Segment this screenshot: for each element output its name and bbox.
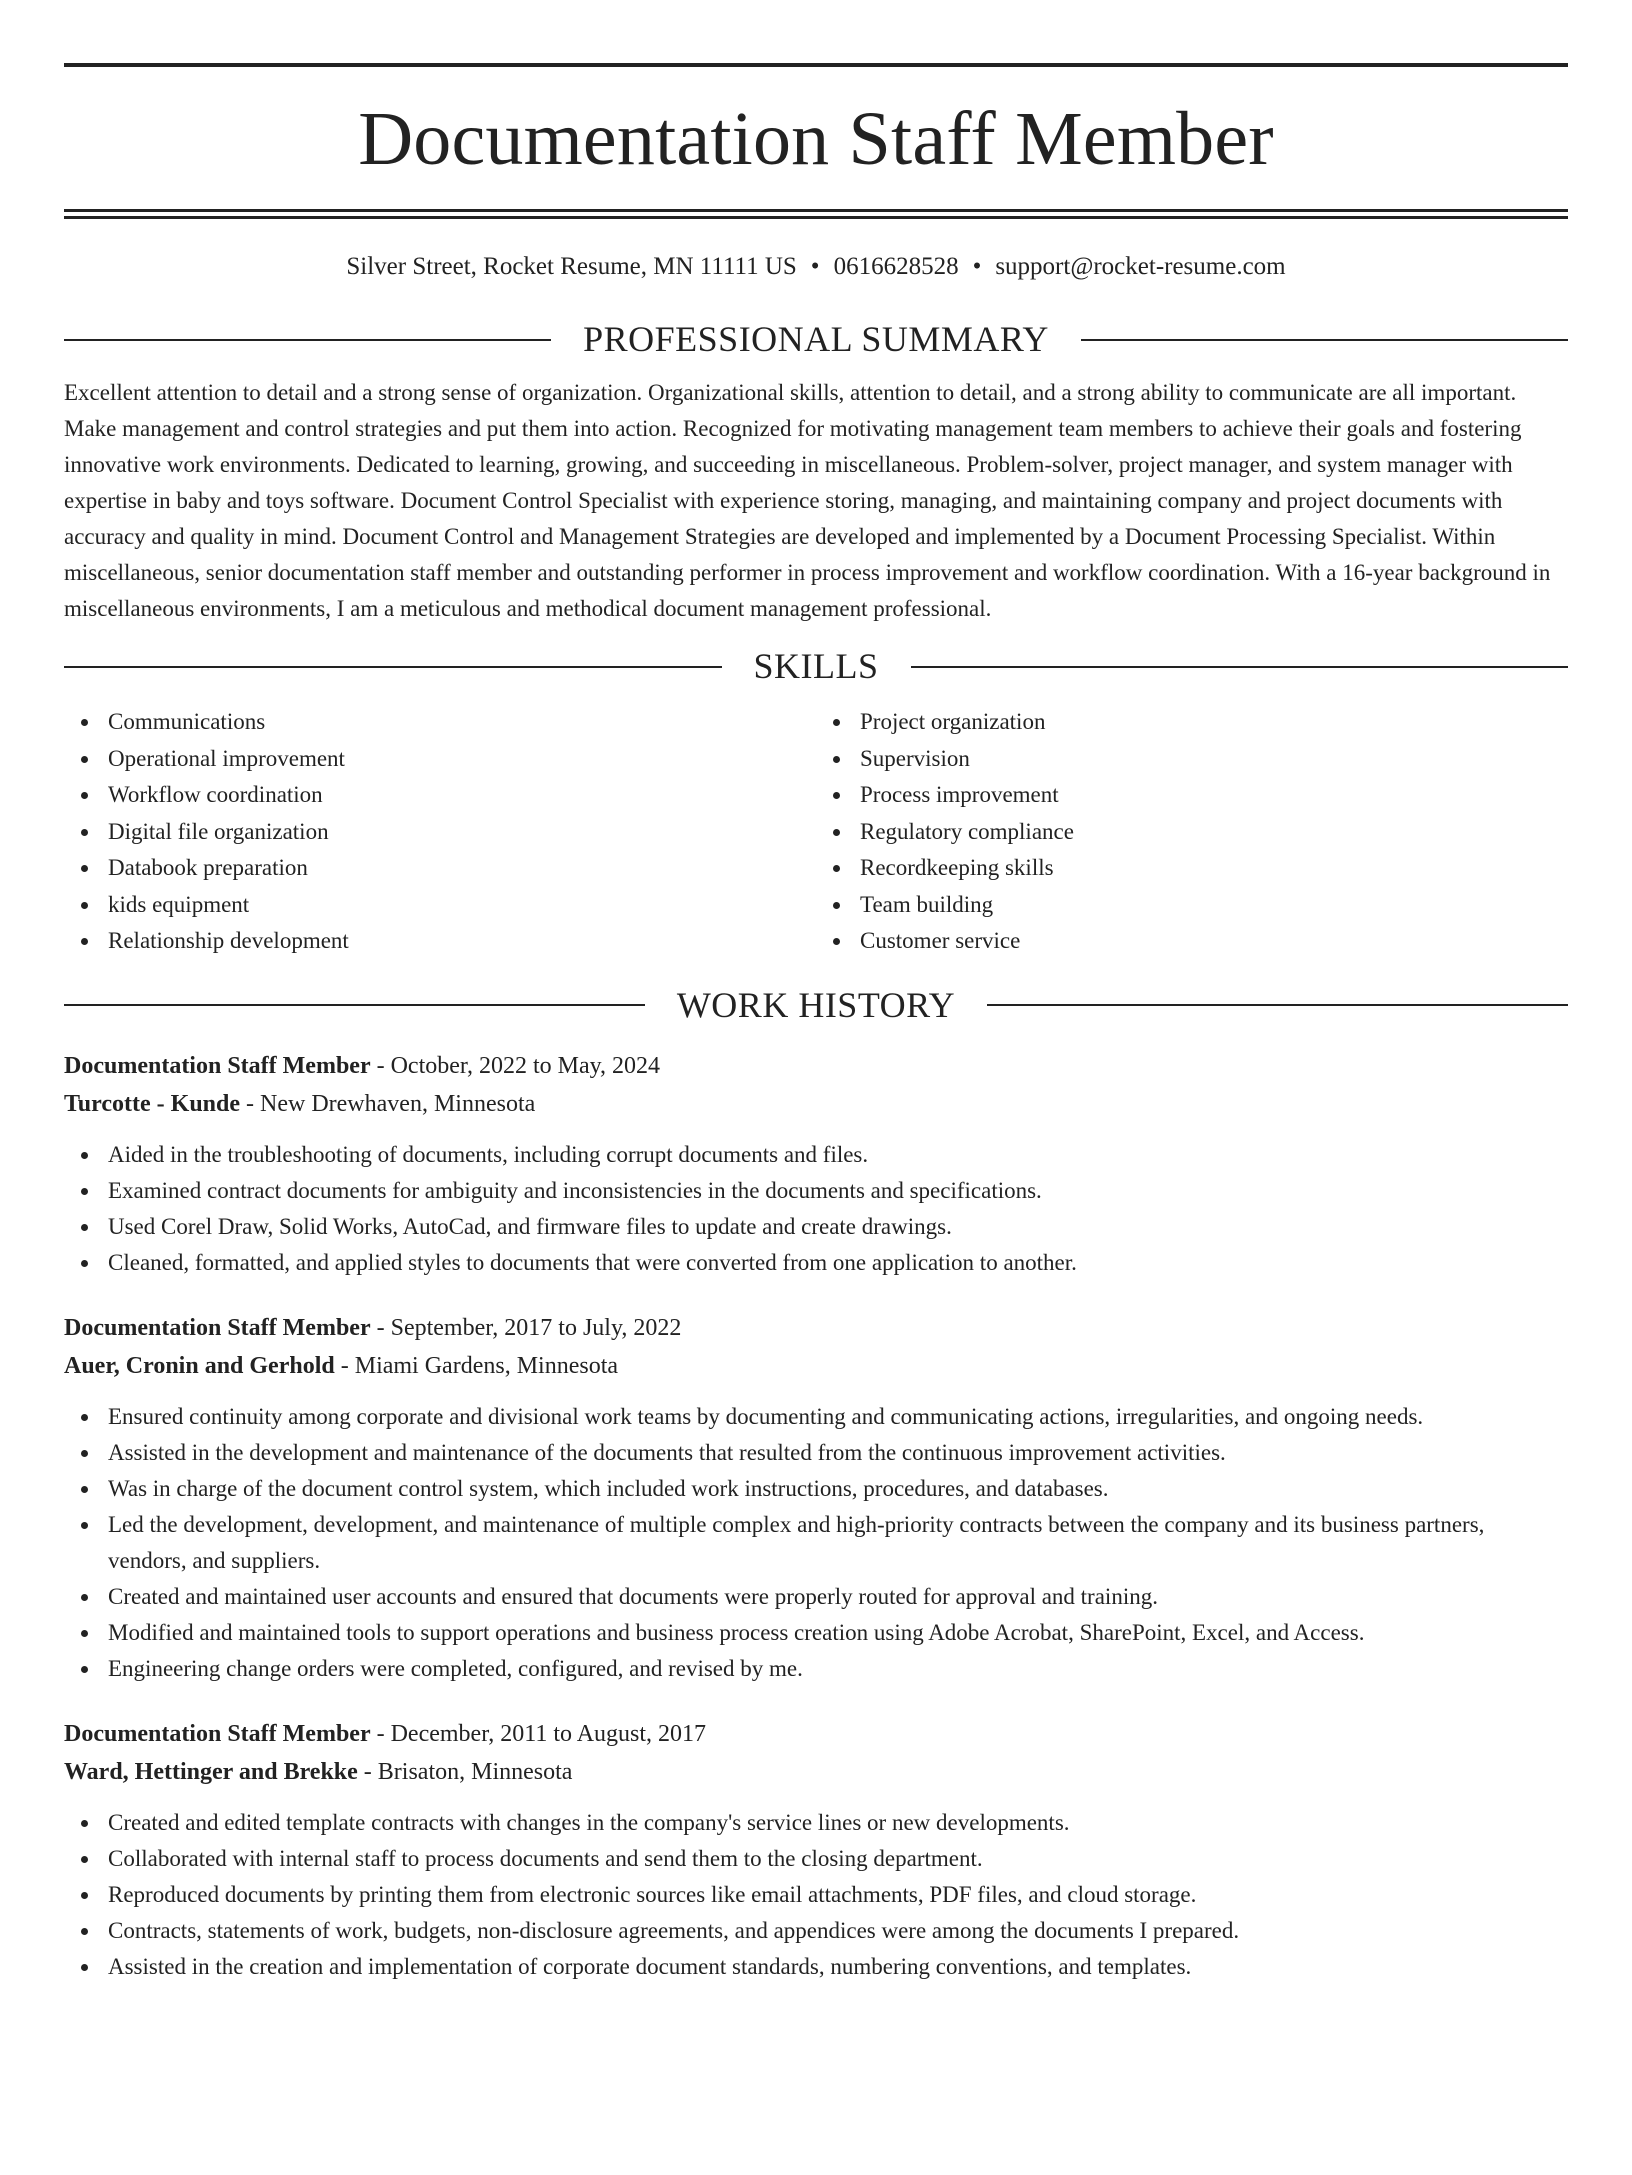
section-title: PROFESSIONAL SUMMARY xyxy=(583,319,1049,359)
job-title-line xyxy=(64,1047,1568,1085)
job-location: - Brisaton, Minnesota xyxy=(357,1759,573,1786)
job-location: - New Drewhaven, Minnesota xyxy=(240,1091,536,1118)
heading-rule xyxy=(987,1004,1568,1006)
job-bullet: Ensured continuity among corporate and divisional work teams by documenting and communicating actions, irregularities, and ongoing needs. xyxy=(108,1399,1568,1435)
job-bullet: Collaborated with internal staff to process documents and send them to the closing department. xyxy=(108,1841,1568,1877)
skills-column-right xyxy=(816,704,1568,960)
job-bullet: Modified and maintained tools to support operations and business process creation using Adobe Acrobat, SharePoint, Excel, and Access. xyxy=(108,1615,1568,1651)
heading-rule xyxy=(64,666,722,668)
job-company-line xyxy=(64,1753,1568,1791)
skill-item: Databook preparation xyxy=(108,850,816,887)
job-entry xyxy=(64,1309,1568,1687)
job-title: Documentation Staff Member xyxy=(64,1721,371,1748)
skill-item: Workflow coordination xyxy=(108,777,816,814)
job-bullet: Created and edited template contracts with changes in the company's service lines or new developments. xyxy=(108,1805,1568,1841)
skills-column-left xyxy=(64,704,816,960)
heading-rule xyxy=(64,1004,645,1006)
job-company: Ward, Hettinger and Brekke xyxy=(64,1759,358,1786)
contact-address: Silver Street, Rocket Resume, MN 11111 US xyxy=(346,253,797,280)
section-heading-skills xyxy=(64,645,1568,688)
heading-rule xyxy=(911,666,1569,668)
section-title: SKILLS xyxy=(753,646,879,687)
top-rule xyxy=(64,63,1568,67)
job-entry xyxy=(64,1715,1568,1985)
job-bullets xyxy=(64,1805,1568,1985)
job-title: Documentation Staff Member xyxy=(64,1315,371,1342)
job-bullet: Aided in the troubleshooting of documents, including corrupt documents and files. xyxy=(108,1137,1568,1173)
job-title-line xyxy=(64,1715,1568,1753)
job-company-line xyxy=(64,1347,1568,1385)
contact-phone: 0616628528 xyxy=(833,253,959,280)
candidate-name: Documentation Staff Member xyxy=(358,97,1274,181)
skill-item: Supervision xyxy=(860,741,1568,778)
job-company: Auer, Cronin and Gerhold xyxy=(64,1353,335,1380)
job-company-line xyxy=(64,1085,1568,1123)
skill-item: Customer service xyxy=(860,923,1568,960)
skill-item: Recordkeeping skills xyxy=(860,850,1568,887)
job-location: - Miami Gardens, Minnesota xyxy=(334,1353,619,1380)
heading-rule xyxy=(64,339,551,341)
skill-item: kids equipment xyxy=(108,887,816,924)
heading-rule xyxy=(1081,339,1568,341)
job-dates: - December, 2011 to August, 2017 xyxy=(370,1721,707,1748)
job-bullet: Created and maintained user accounts and ensured that documents were properly routed for approval and training. xyxy=(108,1579,1568,1615)
job-bullet: Engineering change orders were completed, configured, and revised by me. xyxy=(108,1651,1568,1687)
job-bullet: Assisted in the development and maintenance of the documents that resulted from the continuous improvement activities. xyxy=(108,1435,1568,1471)
job-dates: - September, 2017 to July, 2022 xyxy=(370,1315,682,1342)
skill-item: Project organization xyxy=(860,704,1568,741)
summary-text: Excellent attention to detail and a strong sense of organization. Organizational skills, attention to detail, and a strong ability to communicate are all important. Make management and control strategies and put them into action. Recognized for motivating management team members to achieve their goals and fostering innovative work environments. Dedicated to learning, growing, and succeeding in miscellaneous. Problem-solver, project manager, and system manager with expertise in baby and toys software. Document Control Specialist with experience storing, managing, and maintaining company and project documents with accuracy and quality in mind. Document Control and Management Strategies are developed and implemented by a Document Processing Specialist. Within miscellaneous, senior documentation staff member and outstanding performer in process improvement and workflow coordination. With a 16-year background in miscellaneous environments, I am a meticulous and methodical document management professional. xyxy=(64,380,1551,622)
job-bullet: Examined contract documents for ambiguity and inconsistencies in the documents and specifications. xyxy=(108,1173,1568,1209)
job-title-line xyxy=(64,1309,1568,1347)
contact-line xyxy=(64,252,1568,282)
section-title: WORK HISTORY xyxy=(676,984,956,1025)
job-bullet: Assisted in the creation and implementation of corporate document standards, numbering conventions, and templates. xyxy=(108,1949,1568,1985)
job-dates: - October, 2022 to May, 2024 xyxy=(370,1053,661,1080)
section-heading-work xyxy=(64,984,1568,1027)
skills-list xyxy=(64,704,1568,960)
job-bullets xyxy=(64,1137,1568,1281)
contact-email: support@rocket-resume.com xyxy=(995,253,1286,280)
job-bullet: Was in charge of the document control system, which included work instructions, procedures, and databases. xyxy=(108,1471,1568,1507)
skill-item: Regulatory compliance xyxy=(860,814,1568,851)
job-title: Documentation Staff Member xyxy=(64,1053,371,1080)
job-bullet: Cleaned, formatted, and applied styles to documents that were converted from one application to another. xyxy=(108,1245,1568,1281)
job-bullet: Used Corel Draw, Solid Works, AutoCad, and firmware files to update and create drawings. xyxy=(108,1209,1568,1245)
skill-item: Digital file organization xyxy=(108,814,816,851)
double-rule xyxy=(64,209,1568,219)
skill-item: Team building xyxy=(860,887,1568,924)
job-bullet: Contracts, statements of work, budgets, non-disclosure agreements, and appendices were among the documents I prepared. xyxy=(108,1913,1568,1949)
job-bullet: Led the development, development, and maintenance of multiple complex and high-priority contracts between the company and its business partners, vendors, and suppliers. xyxy=(108,1507,1568,1579)
section-heading-summary xyxy=(64,318,1568,361)
skill-item: Communications xyxy=(108,704,816,741)
job-bullet: Reproduced documents by printing them from electronic sources like email attachments, PDF files, and cloud storage. xyxy=(108,1877,1568,1913)
resume-page xyxy=(0,63,1632,2175)
contact-separator: • xyxy=(810,253,820,280)
job-company: Turcotte - Kunde xyxy=(64,1091,241,1118)
job-entry xyxy=(64,1047,1568,1281)
skill-item: Process improvement xyxy=(860,777,1568,814)
contact-separator: • xyxy=(972,253,982,280)
skill-item: Relationship development xyxy=(108,923,816,960)
skill-item: Operational improvement xyxy=(108,741,816,778)
job-bullets xyxy=(64,1399,1568,1687)
